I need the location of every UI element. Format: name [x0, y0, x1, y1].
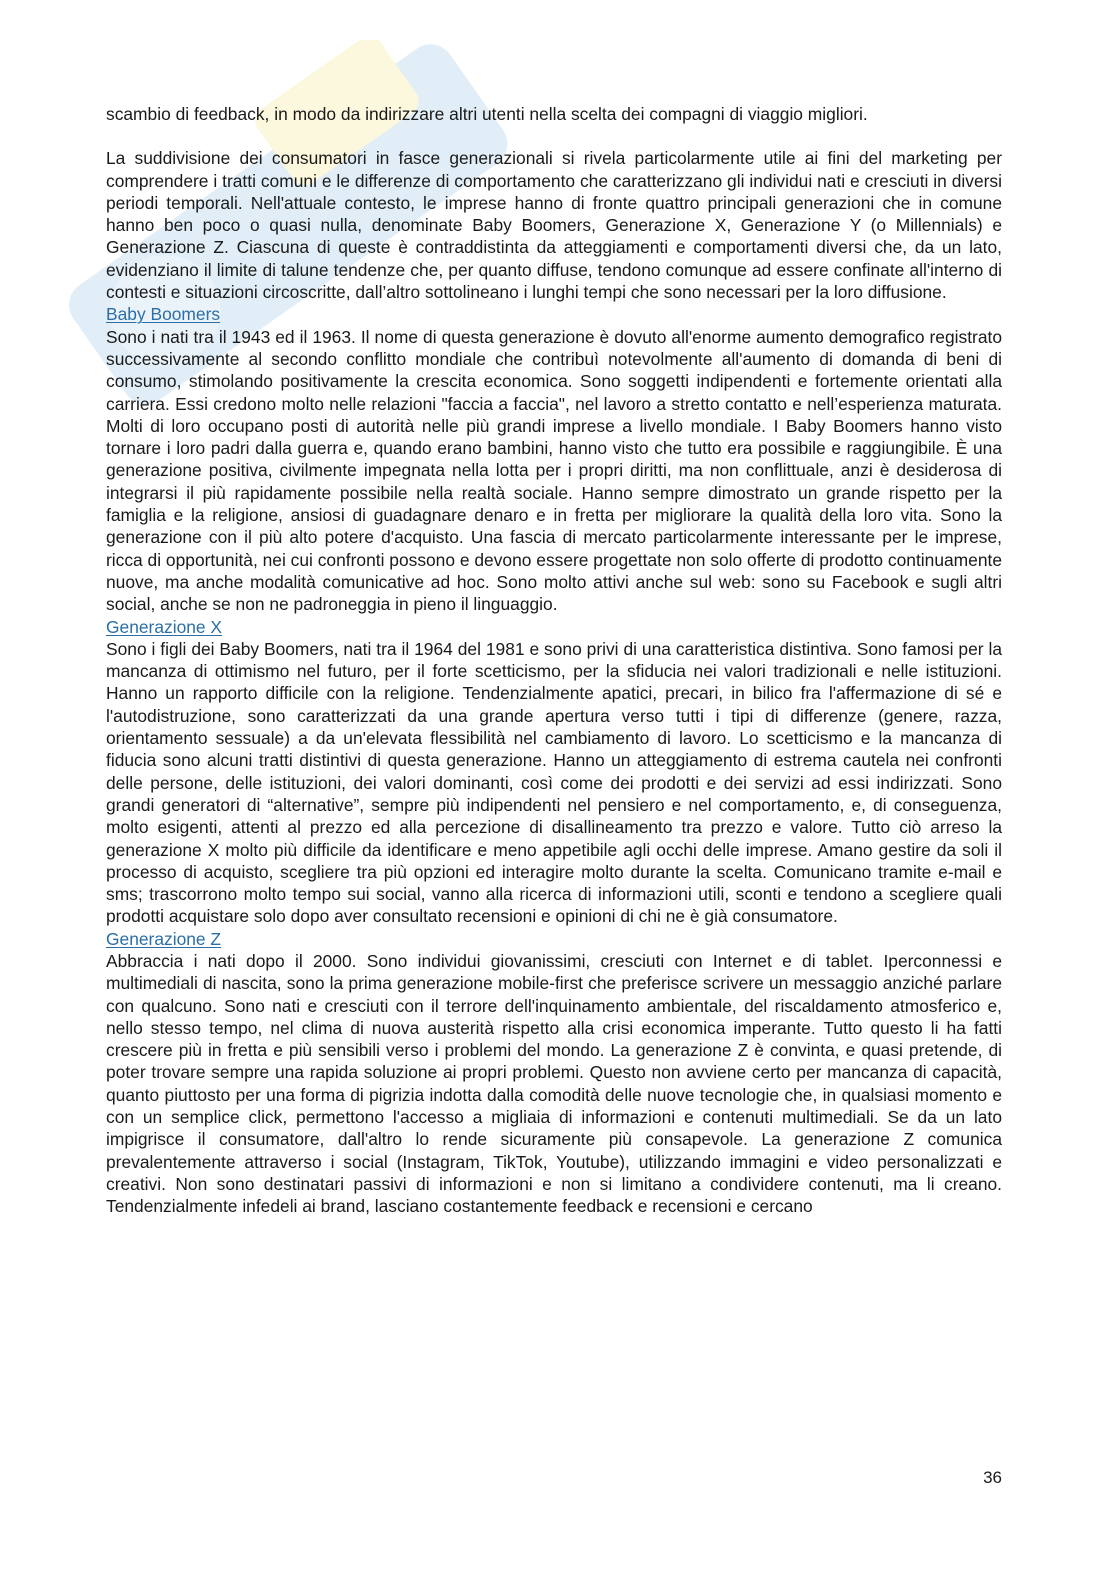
- page-number: 36: [983, 1468, 1002, 1487]
- generations-paragraph: La suddivisione dei consumatori in fasce generazionali si rivela particolarmente utile ai fini del marketing per comprendere i tratti comuni e le differenze di comportamento che caratterizzano gli individui nati e cresciuti in diversi periodi temporali. Nell'attuale contesto, le imprese hanno di fronte quattro principali generazioni che in comune hanno ben poco o quasi nulla, denominate Baby Boomers, Generazione X, Generazione Y (o Millennials) e Generazione Z. Ciascuna di queste è contraddistinta da atteggiamenti e comportamenti diversi che, da un lato, evidenziano il limite di talune tendenze che, per quanto diffuse, tendono comunque ad essere confinate all'interno di contesti e situazioni circoscritte, dall’altro sottolineano i lunghi tempi che sono necessari per la loro diffusione.: [106, 148, 1002, 303]
- section-body-generazione-z: Abbraccia i nati dopo il 2000. Sono individui giovanissimi, cresciuti con Internet e di tablet. Iperconnessi e multimediali di nascita, sono la prima generazione mobile-first che preferisce scrivere un messaggio anziché parlare con qualcuno. Sono nati e cresciuti con il terrore dell'inquinamento ambientale, del riscaldamento atmosferico e, nello stesso tempo, nel clima di nuova austerità rispetto alla crisi economica imperante. Tutto questo li ha fatti crescere più in fretta e più sensibili verso i problemi del mondo. La generazione Z è convinta, e quasi pretende, di poter trovare sempre una rapida soluzione ai propri problemi. Questo non avviene certo per mancanza di capacità, quanto piuttosto per una forma di pigrizia indotta dalla comodità delle nuove tecnologie che, in qualsiasi momento e con un semplice click, permettono l'accesso a migliaia di informazioni e contenuti multimediali. Se da un lato impigrisce il consumatore, dall'altro lo rende sicuramente più consapevole. La generazione Z comunica prevalentemente attraverso i social (Instagram, TikTok, Youtube), utilizzando immagini e video personalizzati e creativi. Non sono destinatari passivi di informazioni e non si limitano a condividere contenuti, ma li creano. Tendenzialmente infedeli ai brand, lasciano costantemente feedback e recensioni e cercano: [106, 950, 1002, 1217]
- section-body-generazione-x: Sono i figli dei Baby Boomers, nati tra il 1964 del 1981 e sono privi di una caratteristica distintiva. Sono famosi per la mancanza di ottimismo nel futuro, per il forte scetticismo, per la sfiducia nei valori tradizionali e nelle istituzioni. Hanno un rapporto difficile con la religione. Tendenzialmente apatici, precari, in bilico fra l'affermazione di sé e l'autodistruzione, sono caratterizzati da una grande apertura verso tutti i tipi di differenze (genere, razza, orientamento sessuale) a da un'elevata flessibilità nel cambiamento di lavoro. Lo scetticismo e la mancanza di fiducia sono alcuni tratti distintivi di questa generazione. Hanno un atteggiamento di estrema cautela nei confronti delle persone, delle istituzioni, dei valori dominanti, così come dei prodotti e dei servizi ad essi indirizzati. Sono grandi generatori di “alternative”, sempre più indipendenti nel pensiero e nel comportamento, e, di conseguenza, molto esigenti, attenti al prezzo ed alla percezione di disallineamento tra prezzo e valore. Tutto ciò arreso la generazione X molto più difficile da identificare e meno appetibile agli occhi delle imprese. Amano gestire da soli il processo di acquisto, scegliere tra più opzioni ed interagire molto durante la scelta. Comunicano tramite e-mail e sms; trascorrono molto tempo sui social, vanno alla ricerca di informazioni utili, sconti e tendono a scegliere quali prodotti acquistare solo dopo aver consultato recensioni e opinioni di chi ne è già consumatore.: [106, 638, 1002, 927]
- section-body-baby-boomers: Sono i nati tra il 1943 ed il 1963. Il nome di questa generazione è dovuto all'enorme aumento demografico registrato successivamente al secondo conflitto mondiale che contribuì notevolmente all'aumento di domanda di beni di consumo, stimolando positivamente la crescita economica. Sono soggetti indipendenti e fortemente orientati alla carriera. Essi credono molto nelle relazioni "faccia a faccia", nel lavoro a stretto contatto e nell’esperienza maturata. Molti di loro occupano posti di autorità nelle più grandi imprese a livello mondiale. I Baby Boomers hanno visto tornare i loro padri dalla guerra e, quando erano bambini, hanno visto che tutto era possibile e raggiungibile. È una generazione positiva, civilmente impegnata nella lotta per i propri diritti, ma non conflittuale, anzi è desiderosa di integrarsi il più rapidamente possibile nella realtà sociale. Hanno sempre dimostrato un grande rispetto per la famiglia e la religione, ansiosi di guadagnare denaro e in fretta per migliorare la qualità della loro vita. Sono la generazione con il più alto potere d'acquisto. Una fascia di mercato particolarmente interessante per le imprese, ricca di opportunità, nei cui confronti possono e devono essere progettate non solo offerte di prodotto continuamente nuove, ma anche modalità comunicative ad hoc. Sono molto attivi anche sul web: sono su Facebook e sugli altri social, anche se non ne padroneggia in pieno il linguaggio.: [106, 326, 1002, 615]
- section-heading-generazione-x[interactable]: Generazione X: [106, 616, 223, 637]
- paragraph-spacer: [106, 125, 1002, 147]
- document-body: [106, 103, 1002, 1218]
- section-heading-baby-boomers[interactable]: Baby Boomers: [106, 304, 221, 325]
- intro-paragraph: scambio di feedback, in modo da indirizzare altri utenti nella scelta dei compagni di viaggio migliori.: [106, 104, 868, 124]
- section-heading-generazione-z[interactable]: Generazione Z: [106, 928, 222, 949]
